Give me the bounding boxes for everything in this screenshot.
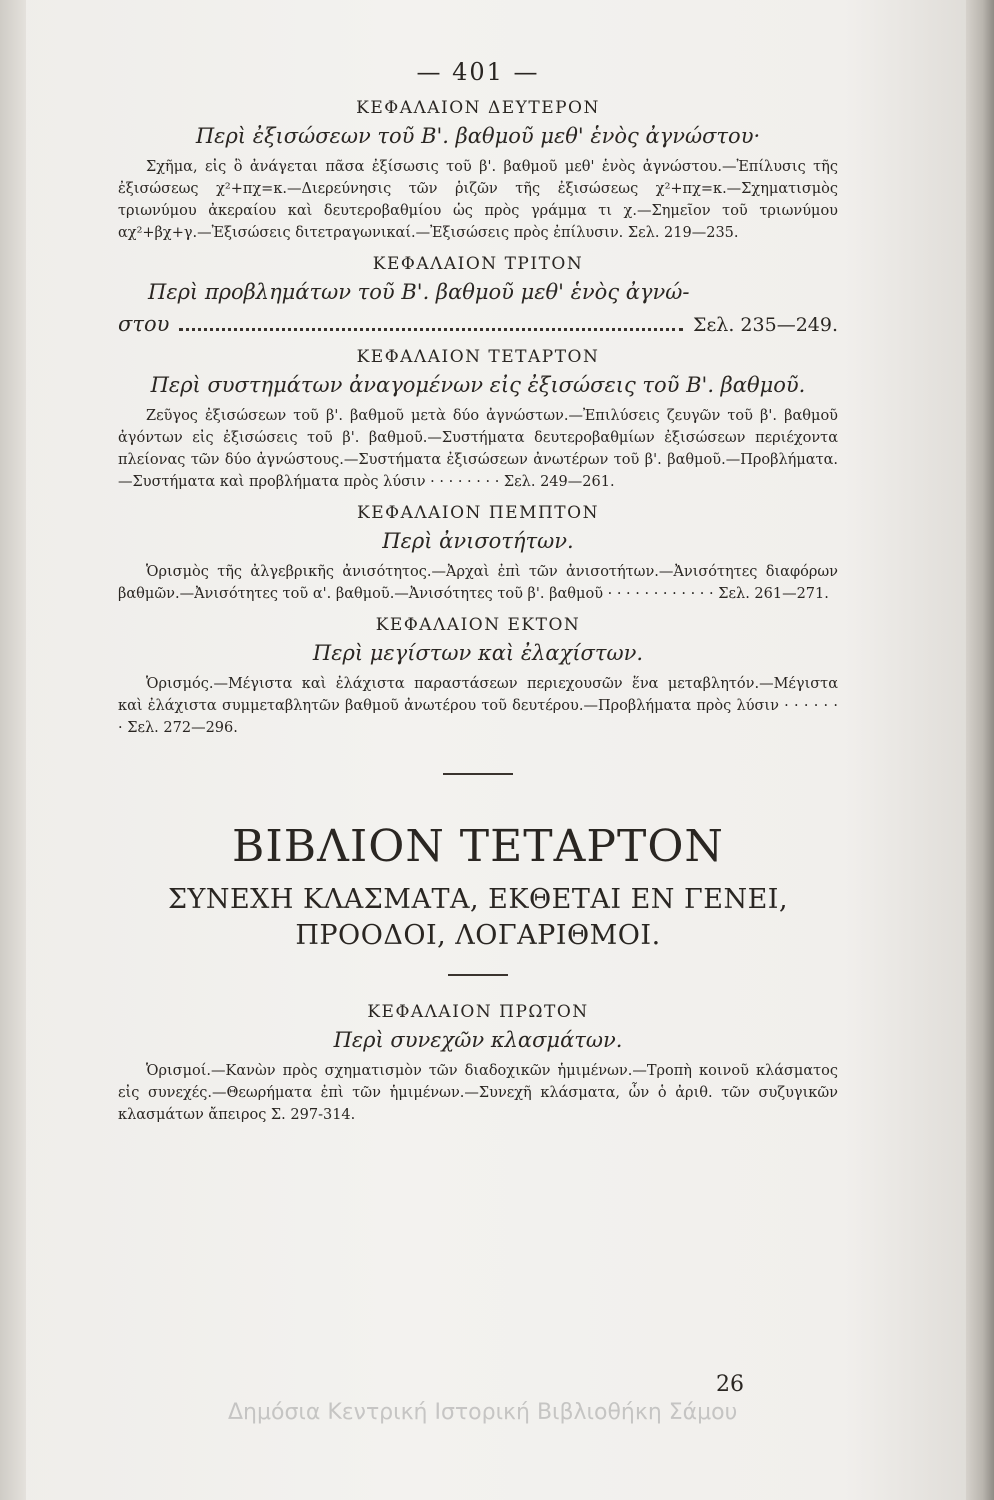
- section-divider: [443, 773, 513, 775]
- chapter-summary: Ὁρισμὸς τῆς ἀλγεβρικῆς ἀνισότητος.—Ἀρχαὶ ἐπὶ τῶν ἀνισοτήτων.—Ἀνισότητες διαφόρων βαθμῶν.—Ἀνισότητες τοῦ α'. βαθμοῦ.—Ἀνισότητες τοῦ β'. βαθμοῦ · · · · · · · · · · · · Σελ. 261—271.: [118, 564, 838, 602]
- book-title: ΒΙΒΛΙΟΝ ΤΕΤΑΡΤΟΝ: [232, 821, 724, 872]
- book-subtitle-line: ΣΥΝΕΧΗ ΚΛΑΣΜΑΤΑ, ΕΚΘΕΤΑΙ ΕΝ ΓΕΝΕΙ,: [167, 884, 789, 915]
- signature-mark: 26: [716, 1372, 744, 1397]
- page-content: [118, 58, 838, 1132]
- page-header: — 401 —: [416, 58, 540, 86]
- book-title-block: [118, 821, 838, 954]
- chapter-summary: Ὁρισμοί.—Κανὼν πρὸς σχηματισμὸν τῶν διαδοχικῶν ἡμιμένων.—Τροπὴ κοινοῦ κλάσματος εἰς συνεχές.—Θεωρήματα ἐπὶ τῶν ἡμιμένων.—Συνεχῆ κλάσματα, ὧν ὁ ἀριθ. τῶν συζυγικῶν κλασμάτων ἄπειρος Σ. 297-314.: [118, 1063, 838, 1123]
- chapter-summary: Ζεῦγος ἐξισώσεων τοῦ β'. βαθμοῦ μετὰ δύο ἀγνώστων.—Ἐπιλύσεις ζευγῶν τοῦ β'. βαθμοῦ ἀγόντων εἰς ἐξισώσεις τοῦ β'. βαθμοῦ.—Συστήματα δευτεροβαθμίων ἐξισώσεων περιέχοντα πλείονας τῶν δύο ἀγνώστους.—Συστήματα ἐξισώσεων ἀνωτέρων τοῦ β'. βαθμοῦ.—Προβλήματα.—Συστήματα καὶ προβλήματα πρὸς λύσιν · · · · · · · · Σελ. 249—261.: [118, 408, 838, 490]
- leader-text: στου: [118, 312, 170, 336]
- chapter-sixth: [118, 615, 838, 739]
- chapter-heading: ΚΕΦΑΛΑΙΟΝ ΤΕΤΑΡΤΟΝ: [356, 347, 600, 367]
- chapter-subtitle: Περὶ μεγίστων καὶ ἐλαχίστων.: [312, 641, 644, 665]
- chapter-summary: Ὁρισμός.—Μέγιστα καὶ ἐλάχιστα παραστάσεων περιεχουσῶν ἕνα μεταβλητόν.—Μέγιστα καὶ ἐλάχιστα συμμεταβλητῶν βαθμοῦ ἀνωτέρου τοῦ δευτέρου.—Προβλήματα πρὸς λύσιν · · · · · · · Σελ. 272—296.: [118, 676, 838, 736]
- chapter-fifth: [118, 503, 838, 605]
- page-range: Σελ. 235—249.: [693, 314, 838, 336]
- chapter-page-leader: [118, 312, 838, 337]
- chapter-heading: ΚΕΦΑΛΑΙΟΝ ΔΕΥΤΕΡΟΝ: [356, 98, 600, 118]
- title-divider: [448, 974, 508, 976]
- chapter-fourth: [118, 347, 838, 493]
- chapter-subtitle: Περὶ συνεχῶν κλασμάτων.: [333, 1028, 623, 1052]
- chapter-subtitle: Περὶ προβλημάτων τοῦ Β'. βαθμοῦ μεθ' ἑνὸς ἀγνώ-: [148, 280, 690, 304]
- chapter-subtitle: Περὶ ἐξισώσεων τοῦ Β'. βαθμοῦ μεθ' ἑνὸς ἀγνώστου·: [195, 124, 761, 148]
- chapter-first: [118, 1002, 838, 1126]
- chapter-summary: Σχῆμα, εἰς ὃ ἀνάγεται πᾶσα ἐξίσωσις τοῦ β'. βαθμοῦ μεθ' ἑνὸς ἀγνώστου.—Ἐπίλυσις τῆς ἐξισώσεως χ²+πχ=κ.—Διερεύνησις τῶν ῥιζῶν τῆς ἐξισώσεως χ²+πχ=κ.—Σχηματισμὸς τριωνύμου ἀκεραίου καὶ δευτεροβαθμίου ὡς πρὸς γράμμα τι χ.—Σημεῖον τοῦ τριωνύμου αχ²+βχ+γ.—Ἐξισώσεις διτετραγωνικαί.—Ἐξισώσεις πρὸς ἐπίλυσιν. Σελ. 219—235.: [118, 159, 838, 241]
- leader-dots: [179, 328, 683, 331]
- chapter-subtitle: Περὶ ἀνισοτήτων.: [382, 529, 574, 553]
- chapter-heading: ΚΕΦΑΛΑΙΟΝ ΤΡΙΤΟΝ: [372, 254, 584, 274]
- book-subtitle-line: ΠΡΟΟΔΟΙ, ΛΟΓΑΡΙΘΜΟΙ.: [295, 920, 661, 951]
- chapter-second: [118, 98, 838, 244]
- chapter-subtitle: Περὶ συστημάτων ἀναγομένων εἰς ἐξισώσεις τοῦ Β'. βαθμοῦ.: [150, 373, 806, 397]
- library-watermark: Δημόσια Κεντρική Ιστορική Βιβλιοθήκη Σάμου: [228, 1400, 738, 1425]
- chapter-heading: ΚΕΦΑΛΑΙΟΝ ΠΕΜΠΤΟΝ: [357, 503, 599, 523]
- page-edge: [966, 0, 994, 1500]
- chapter-third: [118, 254, 838, 337]
- page-gutter: [0, 0, 26, 1500]
- chapter-heading: ΚΕΦΑΛΑΙΟΝ ΕΚΤΟΝ: [375, 615, 581, 635]
- chapter-heading: ΚΕΦΑΛΑΙΟΝ ΠΡΩΤΟΝ: [367, 1002, 589, 1022]
